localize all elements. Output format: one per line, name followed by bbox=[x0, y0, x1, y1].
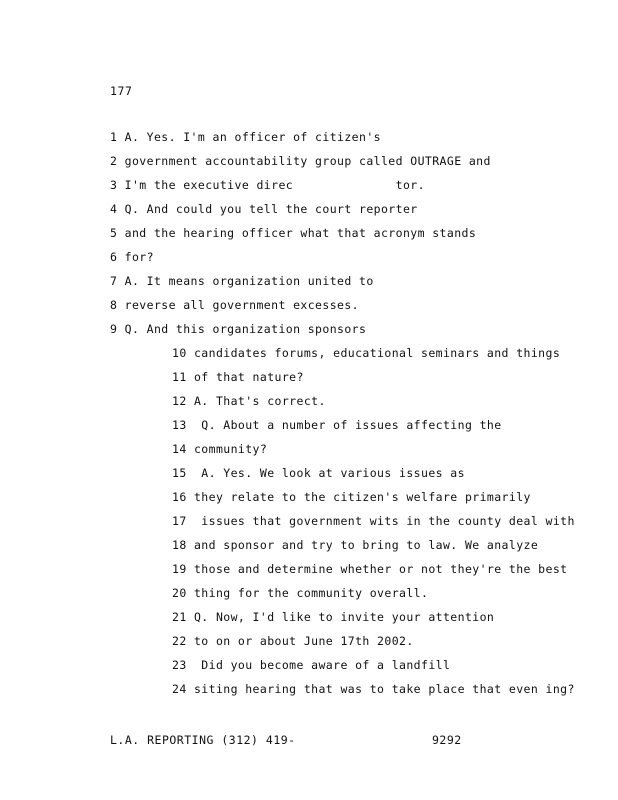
transcript-line-21: 21 Q. Now, I'd like to invite your attention bbox=[172, 610, 495, 624]
transcript-line-18: 18 and sponsor and try to bring to law. We analyze bbox=[172, 538, 539, 552]
transcript-line-9: 9 Q. And this organization sponsors bbox=[110, 322, 367, 336]
transcript-line-23: 23 Did you become aware of a landfill bbox=[172, 658, 451, 672]
transcript-line-22: 22 to on or about June 17th 2002. bbox=[172, 634, 414, 648]
transcript-line-17: 17 issues that government wits in the county deal with bbox=[172, 514, 575, 528]
transcript-line-15: 15 A. Yes. We look at various issues as bbox=[172, 466, 465, 480]
transcript-line-19: 19 those and determine whether or not they're the best bbox=[172, 562, 568, 576]
transcript-line-10: 10 candidates forums, educational seminars and things bbox=[172, 346, 561, 360]
transcript-line-13: 13 Q. About a number of issues affecting the bbox=[172, 418, 502, 432]
transcript-line-3: 3 I'm the executive direc tor. bbox=[110, 178, 425, 192]
reporter-footer: L.A. REPORTING (312) 419- bbox=[110, 733, 296, 747]
transcript-line-7: 7 A. It means organization united to bbox=[110, 274, 374, 288]
reporter-phone-suffix: 9292 bbox=[432, 733, 462, 747]
transcript-line-5: 5 and the hearing officer what that acronym stands bbox=[110, 226, 477, 240]
transcript-line-2: 2 government accountability group called OUTRAGE and bbox=[110, 154, 491, 168]
transcript-line-11: 11 of that nature? bbox=[172, 370, 304, 384]
page-number: 177 bbox=[110, 84, 133, 98]
transcript-line-16: 16 they relate to the citizen's welfare primarily bbox=[172, 490, 531, 504]
transcript-line-24: 24 siting hearing that was to take place that even ing? bbox=[172, 682, 575, 696]
transcript-line-1: 1 A. Yes. I'm an officer of citizen's bbox=[110, 130, 381, 144]
transcript-line-20: 20 thing for the community overall. bbox=[172, 586, 429, 600]
transcript-line-4: 4 Q. And could you tell the court reporter bbox=[110, 202, 418, 216]
transcript-line-14: 14 community? bbox=[172, 442, 268, 456]
transcript-line-12: 12 A. That's correct. bbox=[172, 394, 326, 408]
transcript-line-6: 6 for? bbox=[110, 250, 154, 264]
transcript-line-8: 8 reverse all government excesses. bbox=[110, 298, 360, 312]
